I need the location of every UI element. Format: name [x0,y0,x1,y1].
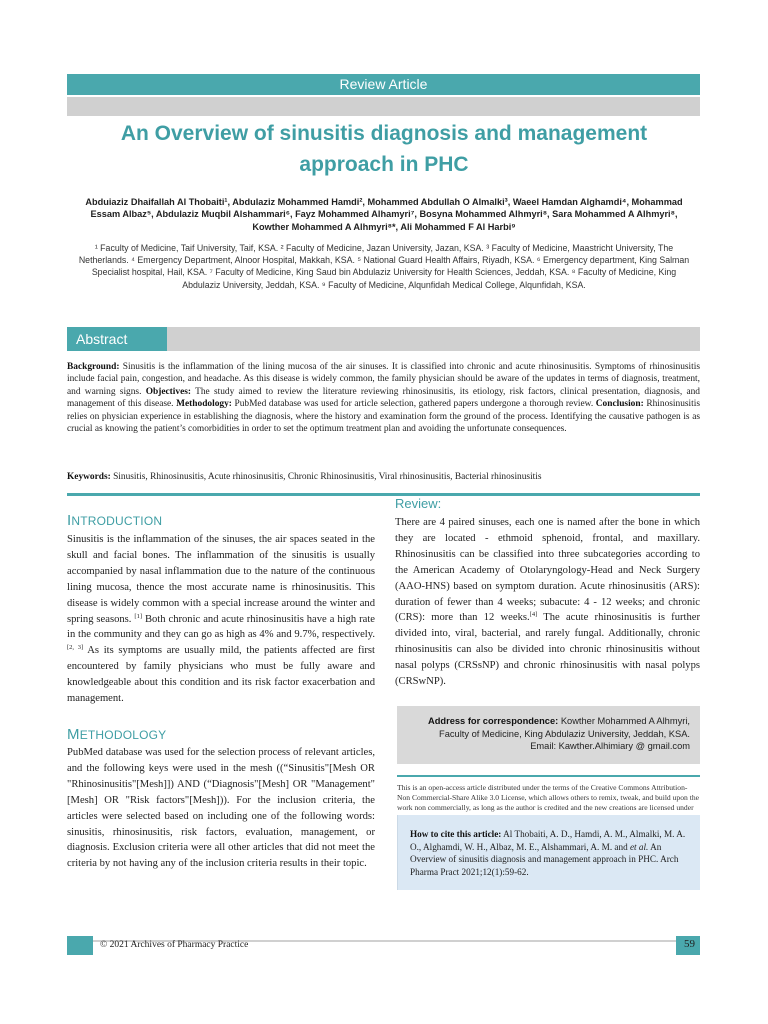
intro-heading-rest: NTRODUCTION [71,514,163,528]
correspondence-email: Email: Kawther.Alhimiary @ gmail.com [530,741,690,751]
abstract-heading: Abstract [67,327,167,351]
meth-heading-initial: M [67,726,80,743]
review-p2: The acute rhinosinusitis is further divided into, viral, bacterial, and rarely fungal. Additionally, chronic rhinosinusitis can also be divided into chronic rhinosinusitis without nasal polyps (CRSsNP) and chronic rhinosinusitis with nasal polyps (CRSwNP). [395,612,700,688]
correspondence-box [397,706,700,764]
header-grey-band [67,97,700,116]
affiliations: ¹ Faculty of Medicine, Taif University, Taif, KSA. ² Faculty of Medicine, Jazan University, Jazan, KSA. ³ Faculty of Medicine, Maastricht University, The Netherlands. ⁴ Emergency Department, Alnoor Hospital, Makkah, KSA. ⁵ National Guard Health Affairs, Riyadh, KSA. ⁶ Emergency department, King Salman Specialist hospital, Hail, KSA. ⁷ Faculty of Medicine, King Saud bin Abdulaziz University for Health Sciences, Jeddah, KSA. ⁸ Faculty of Medicine, King Abdulaziz University, Jeddah, KSA. ⁹ Faculty of Medicine, Alqunfidah Medical College, Alqunfidah, KSA. [78,243,690,290]
keywords [67,472,700,482]
license-text: This is an open-access article distributed under the terms of the Creative Commons Attribution-Non Commercial-Share Alike 3.0 License, which allows others to remix, tweak, and build upon the work non commercially, as long as the author is credited and the new creations are licensed under [397,775,700,824]
keywords-label: Keywords: [67,472,111,482]
footer-copyright: © 2021 Archives of Pharmacy Practice [100,940,249,950]
citation-ref: [1] [134,612,142,620]
citation-label: How to cite this article: [410,829,502,839]
introduction-text [67,532,375,707]
conclusion-label: Conclusion: [595,399,644,410]
abstract-text [67,361,700,435]
citation-text: Al Thobaiti, A. D., Hamdi, A. M., Almalki, M. A. O., Alghamdi, W. H., Albaz, M. E., Alshammari, A. M. and [410,829,686,852]
citation-ref: [2, 3] [67,644,84,652]
intro-heading-initial: I [67,512,72,529]
introduction-heading [67,512,162,529]
objectives-text: The study aimed to review the literature reviewing rhinosinusitis, its etiology, risk factors, clinical presentation, diagnosis, and management of this disease. [67,386,700,410]
meth-heading-rest: ETHODOLOGY [79,728,167,742]
intro-p1: Sinusitis is the inflammation of the sinuses, the air spaces seated in the skull and facial bones. The inflammation of the sinusitis is usually accompanied by nasal inflammation due to the nature of the continuous lining mucosa, thence the most accurate name is rhinosinusitis. This disease is widely common with a special increase around the winter and spring seasons. [67,534,375,625]
section-divider [67,493,700,496]
methodology-label: Methodology: [176,399,232,410]
review-heading: Review: [395,496,442,511]
methodology-heading [67,726,166,743]
keywords-text: Sinusitis, Rhinosinusitis, Acute rhinosinusitis, Chronic Rhinosinusitis, Viral rhinosinusitis, Bacterial rhinosinusitis [110,472,542,482]
correspondence-line2: Faculty of Medicine, King Abdulaziz University, Jeddah, KSA. [439,728,690,739]
author-list: Abduiaziz Dhaifallah Al Thobaiti¹, Abdulaziz Mohammed Hamdi², Mohammed Abdullah O Almalki³, Waeel Hamdan Alghamdi⁴, Mohammad Essam Albaz⁵, Abdulaziz Muqbil Alshammari⁶, Fayz Mohammed Alhamyri⁷, Bosyna Mohammed Alhmyri⁸, Sara Mohammed A Alhmyri⁸, Kowther Mohammed A Alhmyri⁸*, Ali Mohammed F Al Harbi⁹ [85,197,683,232]
page-number: 59 [684,938,695,950]
article-type-band: Review Article [67,74,700,95]
background-label: Background: [67,362,120,372]
background-text: Sinusitis is the inflammation of the lining mucosa of the air sinuses. It is classified into chronic and acute rhinosinusitis. Symptoms of rhinosinusitis include facial pain, congestion, and headache. As this disease is widely common, the family physician should be aware of the updates in terms of diagnosis, treatment, and warning signs. [67,362,700,397]
citation-etal: et al. [629,841,649,852]
conclusion-text: Rhinosinusitis relies on physician experience in establishing the diagnosis, where the history and examination form the ground of the process. Identifying the causative pathogen is as crucial as knowing the patient’s comorbidities in order to set the optimum treatment plan and avoiding the unfortunate consequences. [67,399,700,435]
objectives-label: Objectives: [145,386,191,397]
footer-accent-left [67,936,93,955]
correspondence-name: Kowther Mohammed A Alhmyri, [558,716,690,726]
citation-text-2: An Overview of sinusitis diagnosis and management approach in PHC. Arch Pharma Pract 2021;12(1):59-62. [410,841,679,877]
citation-ref: [4] [529,611,538,619]
intro-p2: Both chronic and acute rhinosinusitis have a high rate in the community and they can go as high as 4% and 9.7%, respectively. [67,613,375,641]
review-text [395,515,700,690]
correspondence-label: Address for correspondence: [428,716,559,726]
review-p1: There are 4 paired sinuses, each one is named after the bone in which they are located - ethmoid sphenoid, frontal, and maxillary. Rhinosinusitis can be classified into three subcategories according to the American Academy of Otolaryngology-Head and Neck Surgery (AAO-HNS) based on symptom duration. Acute rhinosinusitis (ARS): duration of fewer than 4 weeks; subacute: 4 - 12 weeks; and chronic (CRS): more than 12 weeks. [395,517,700,624]
article-title: An Overview of sinusitis diagnosis and management approach in PHC [120,122,648,176]
citation-box [397,815,700,890]
intro-p3: As its symptoms are usually mild, the patients affected are first encountered by family physicians who must be fully aware and knowledgeable about this condition and its risk factor exacerbation and management. [67,645,375,705]
methodology-summary: PubMed database was used for article selection, gathered papers undergone a thorough review. [231,399,596,410]
methodology-text: PubMed database was used for the selection process of relevant articles, and the following keys were used in the mesh ((“Sinusitis"[Mesh OR "Rhinosinusitis"[Mesh]]) AND (“Diagnosis"[Mesh] OR "Management"[Mesh] OR "Risk factors"[Mesh])). For the inclusion criteria, the articles were selected based on including one of the following words: sinusitis, rhinosinusitis, risk factors, evaluation, management, or diagnosis. Exclusion criteria were all other articles that did not meet the criteria by not having any of the inclusion criteria results in their topic. [67,747,375,870]
correspondence-line1 [407,715,690,728]
